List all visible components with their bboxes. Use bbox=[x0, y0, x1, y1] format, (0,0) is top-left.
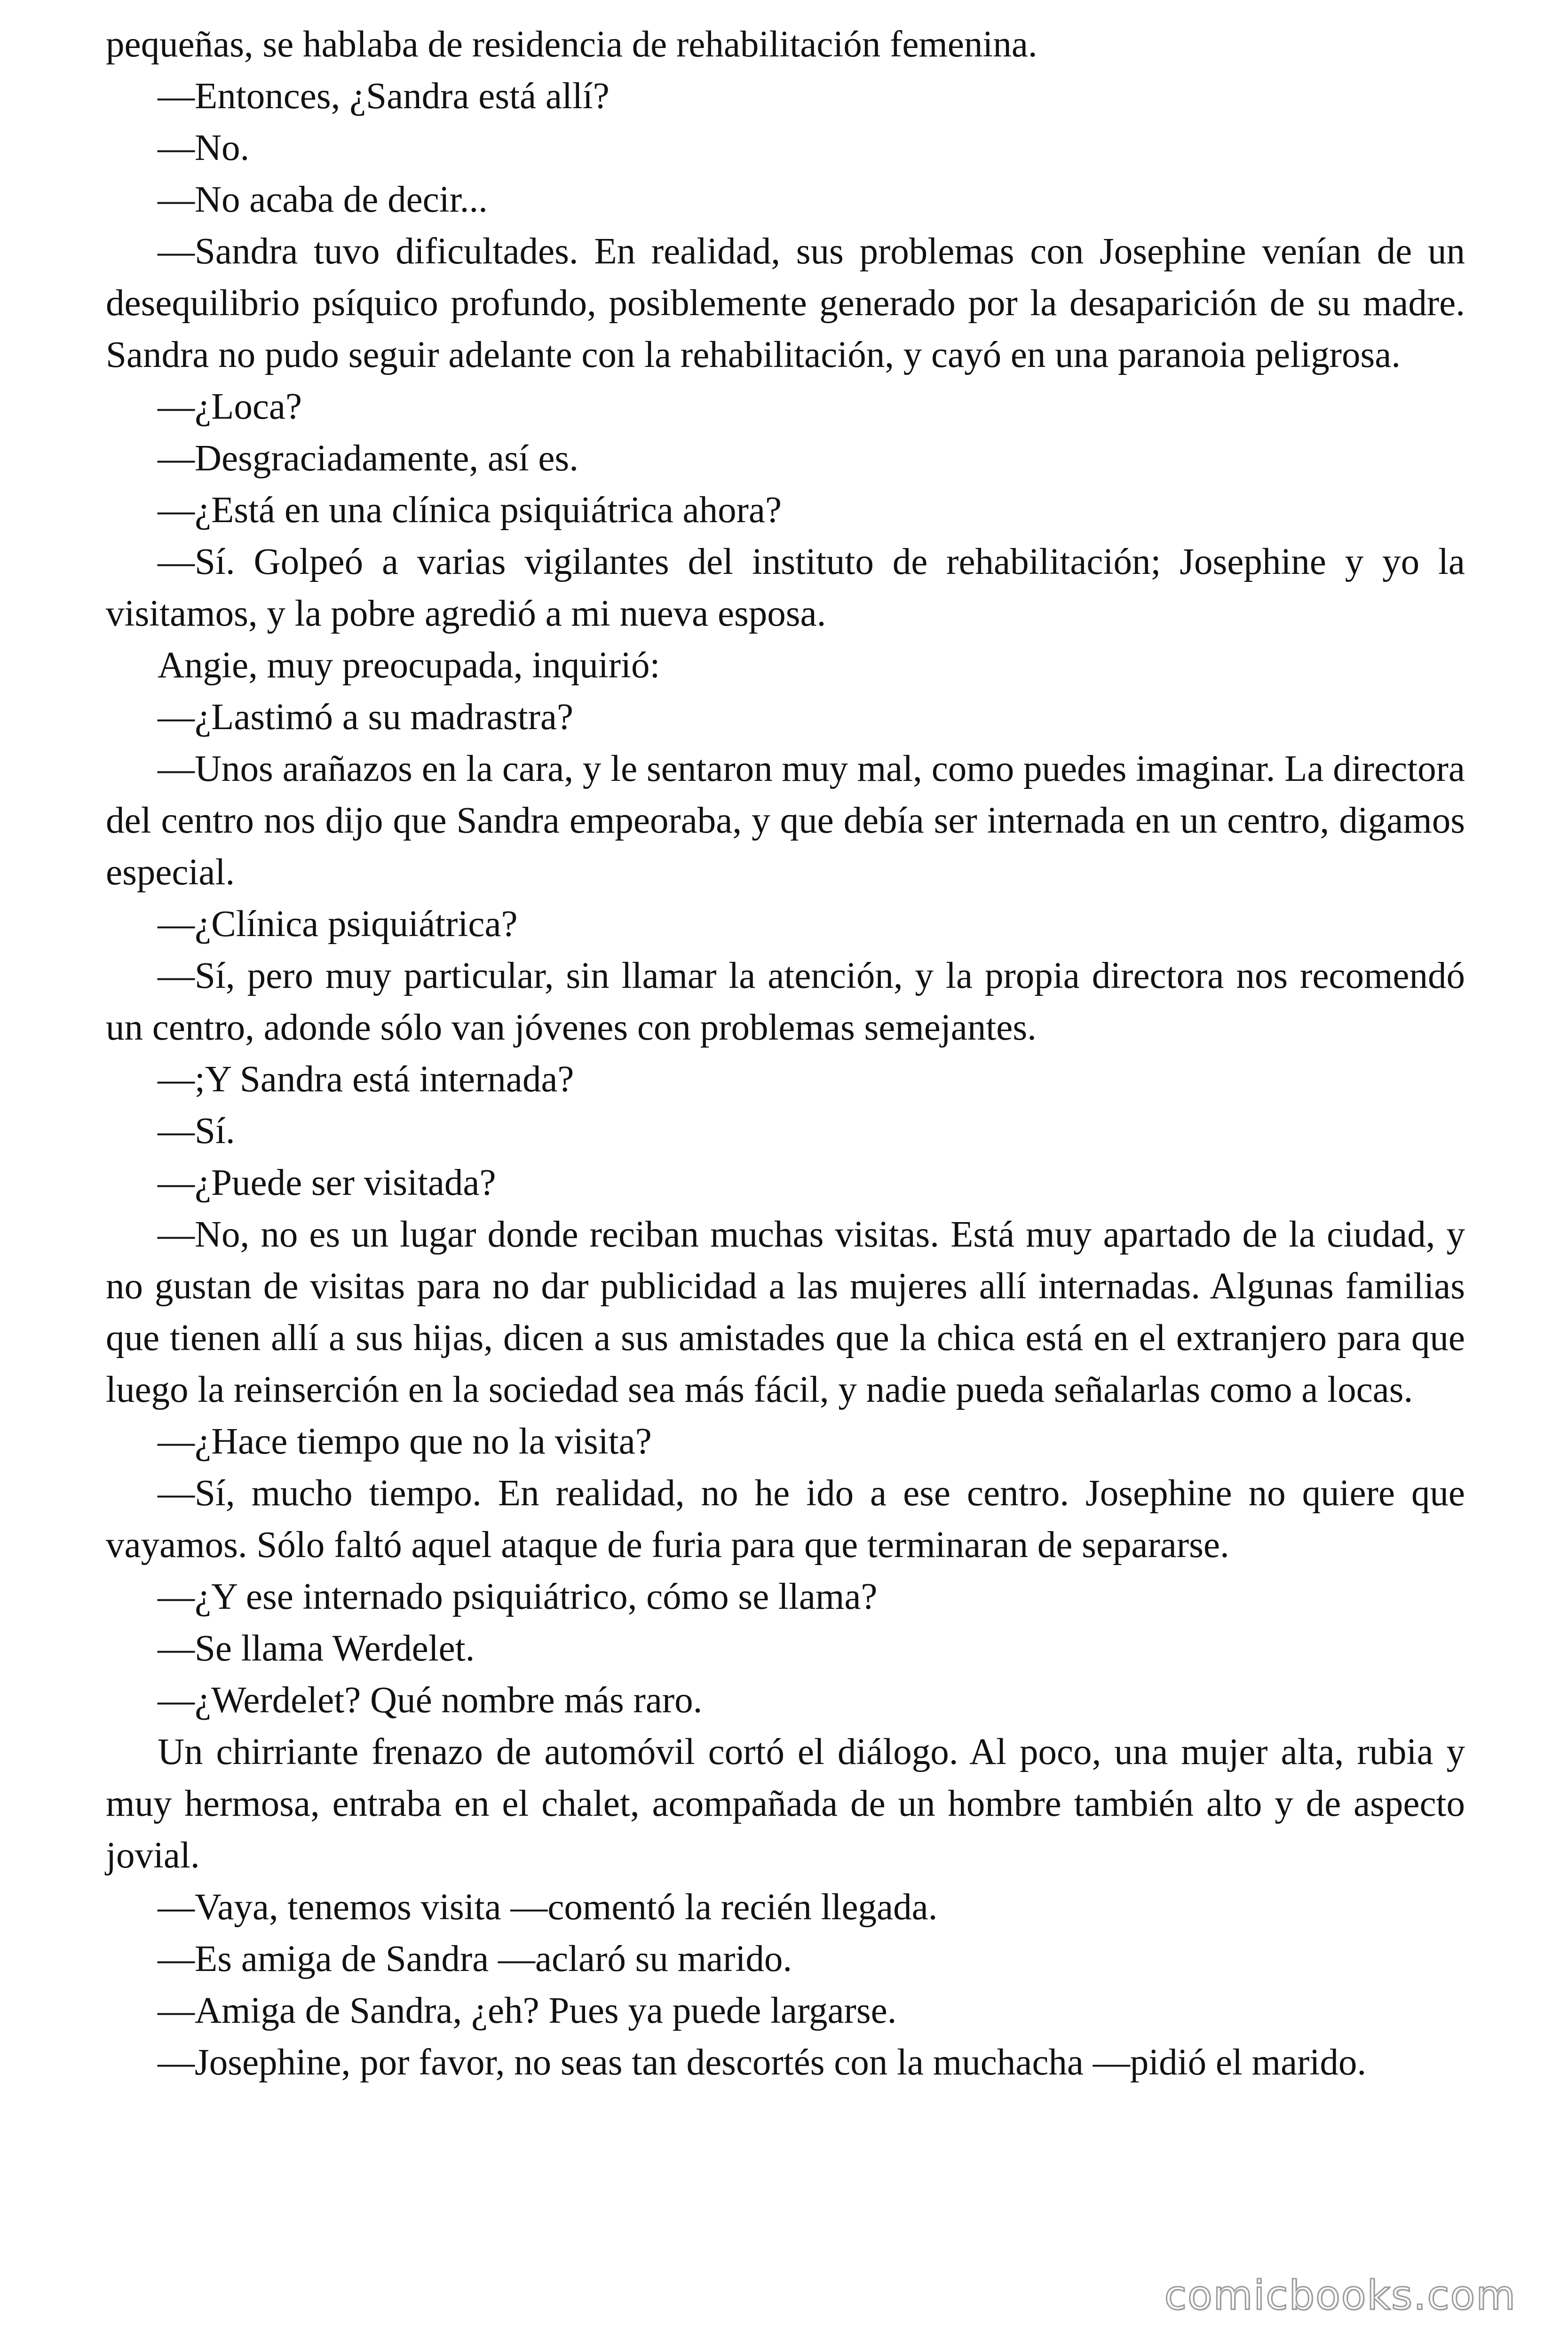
paragraph: —Josephine, por favor, no seas tan descortés con la muchacha —pidió el marido. bbox=[158, 2042, 1367, 2083]
paragraph: —¿Werdelet? Qué nombre más raro. bbox=[158, 1680, 703, 1721]
paragraph: —¿Y ese internado psiquiátrico, cómo se llama? bbox=[158, 1576, 878, 1617]
paragraph: —Sí, pero muy particular, sin llamar la atención, y la propia directora nos recomendó un centro, adonde sólo van jóvenes con problemas semejantes. bbox=[106, 955, 1465, 1048]
paragraph: —¿Puede ser visitada? bbox=[158, 1162, 496, 1203]
paragraph: —;Y Sandra está internada? bbox=[158, 1059, 574, 1100]
paragraph: —¿Está en una clínica psiquiátrica ahora? bbox=[158, 490, 782, 531]
paragraph: —Se llama Werdelet. bbox=[158, 1628, 475, 1669]
paragraph: —¿Lastimó a su madrastra? bbox=[158, 697, 574, 738]
paragraph: —No acaba de decir... bbox=[158, 179, 488, 220]
paragraph: Un chirriante frenazo de automóvil cortó el diálogo. Al poco, una mujer alta, rubia y muy hermosa, entraba en el chalet, acompañada de un hombre también alto y de aspecto jovial. bbox=[106, 1732, 1465, 1876]
paragraph: —Entonces, ¿Sandra está allí? bbox=[158, 76, 610, 117]
paragraph: —Desgraciadamente, así es. bbox=[158, 438, 578, 479]
paragraph: —No, no es un lugar donde reciban muchas visitas. Está muy apartado de la ciudad, y no gustan de visitas para no dar publicidad a las mujeres allí internadas. Algunas familias que tienen allí a sus hijas, dicen a sus amistades que la chica está en el extranjero para que luego la reinserción en la sociedad sea más fácil, y nadie pueda señalarlas como a locas. bbox=[106, 1214, 1465, 1410]
paragraph: —Sí, mucho tiempo. En realidad, no he ido a ese centro. Josephine no quiere que vayamos. Sólo faltó aquel ataque de furia para que terminaran de separarse. bbox=[106, 1473, 1465, 1565]
paragraph: Angie, muy preocupada, inquirió: bbox=[158, 645, 660, 686]
paragraph: —¿Hace tiempo que no la visita? bbox=[158, 1421, 652, 1462]
paragraph: —¿Clínica psiquiátrica? bbox=[158, 904, 518, 945]
watermark: comicbooks.com bbox=[1164, 2272, 1516, 2319]
paragraph: —Vaya, tenemos visita —comentó la recién llegada. bbox=[158, 1887, 938, 1928]
paragraph: pequeñas, se hablaba de residencia de rehabilitación femenina. bbox=[106, 24, 1037, 65]
paragraph: —¿Loca? bbox=[158, 386, 302, 427]
paragraph: —No. bbox=[158, 127, 250, 168]
paragraph: —Sandra tuvo dificultades. En realidad, sus problemas con Josephine venían de un desequilibrio psíquico profundo, posiblemente generado por la desaparición de su madre. Sandra no pudo seguir adelante con la rehabilitación, y cayó en una paranoia peligrosa. bbox=[106, 231, 1465, 375]
paragraph: —Es amiga de Sandra —aclaró su marido. bbox=[158, 1939, 792, 1979]
paragraph: —Sí. bbox=[158, 1111, 235, 1152]
paragraph: —Unos arañazos en la cara, y le sentaron muy mal, como puedes imaginar. La directora del centro nos dijo que Sandra empeoraba, y que debía ser internada en un centro, digamos especial. bbox=[106, 748, 1465, 893]
paragraph: —Amiga de Sandra, ¿eh? Pues ya puede largarse. bbox=[158, 1990, 897, 2031]
paragraph: —Sí. Golpeó a varias vigilantes del instituto de rehabilitación; Josephine y yo la visitamos, y la pobre agredió a mi nueva esposa. bbox=[106, 541, 1465, 634]
page-body bbox=[106, 19, 1465, 2089]
